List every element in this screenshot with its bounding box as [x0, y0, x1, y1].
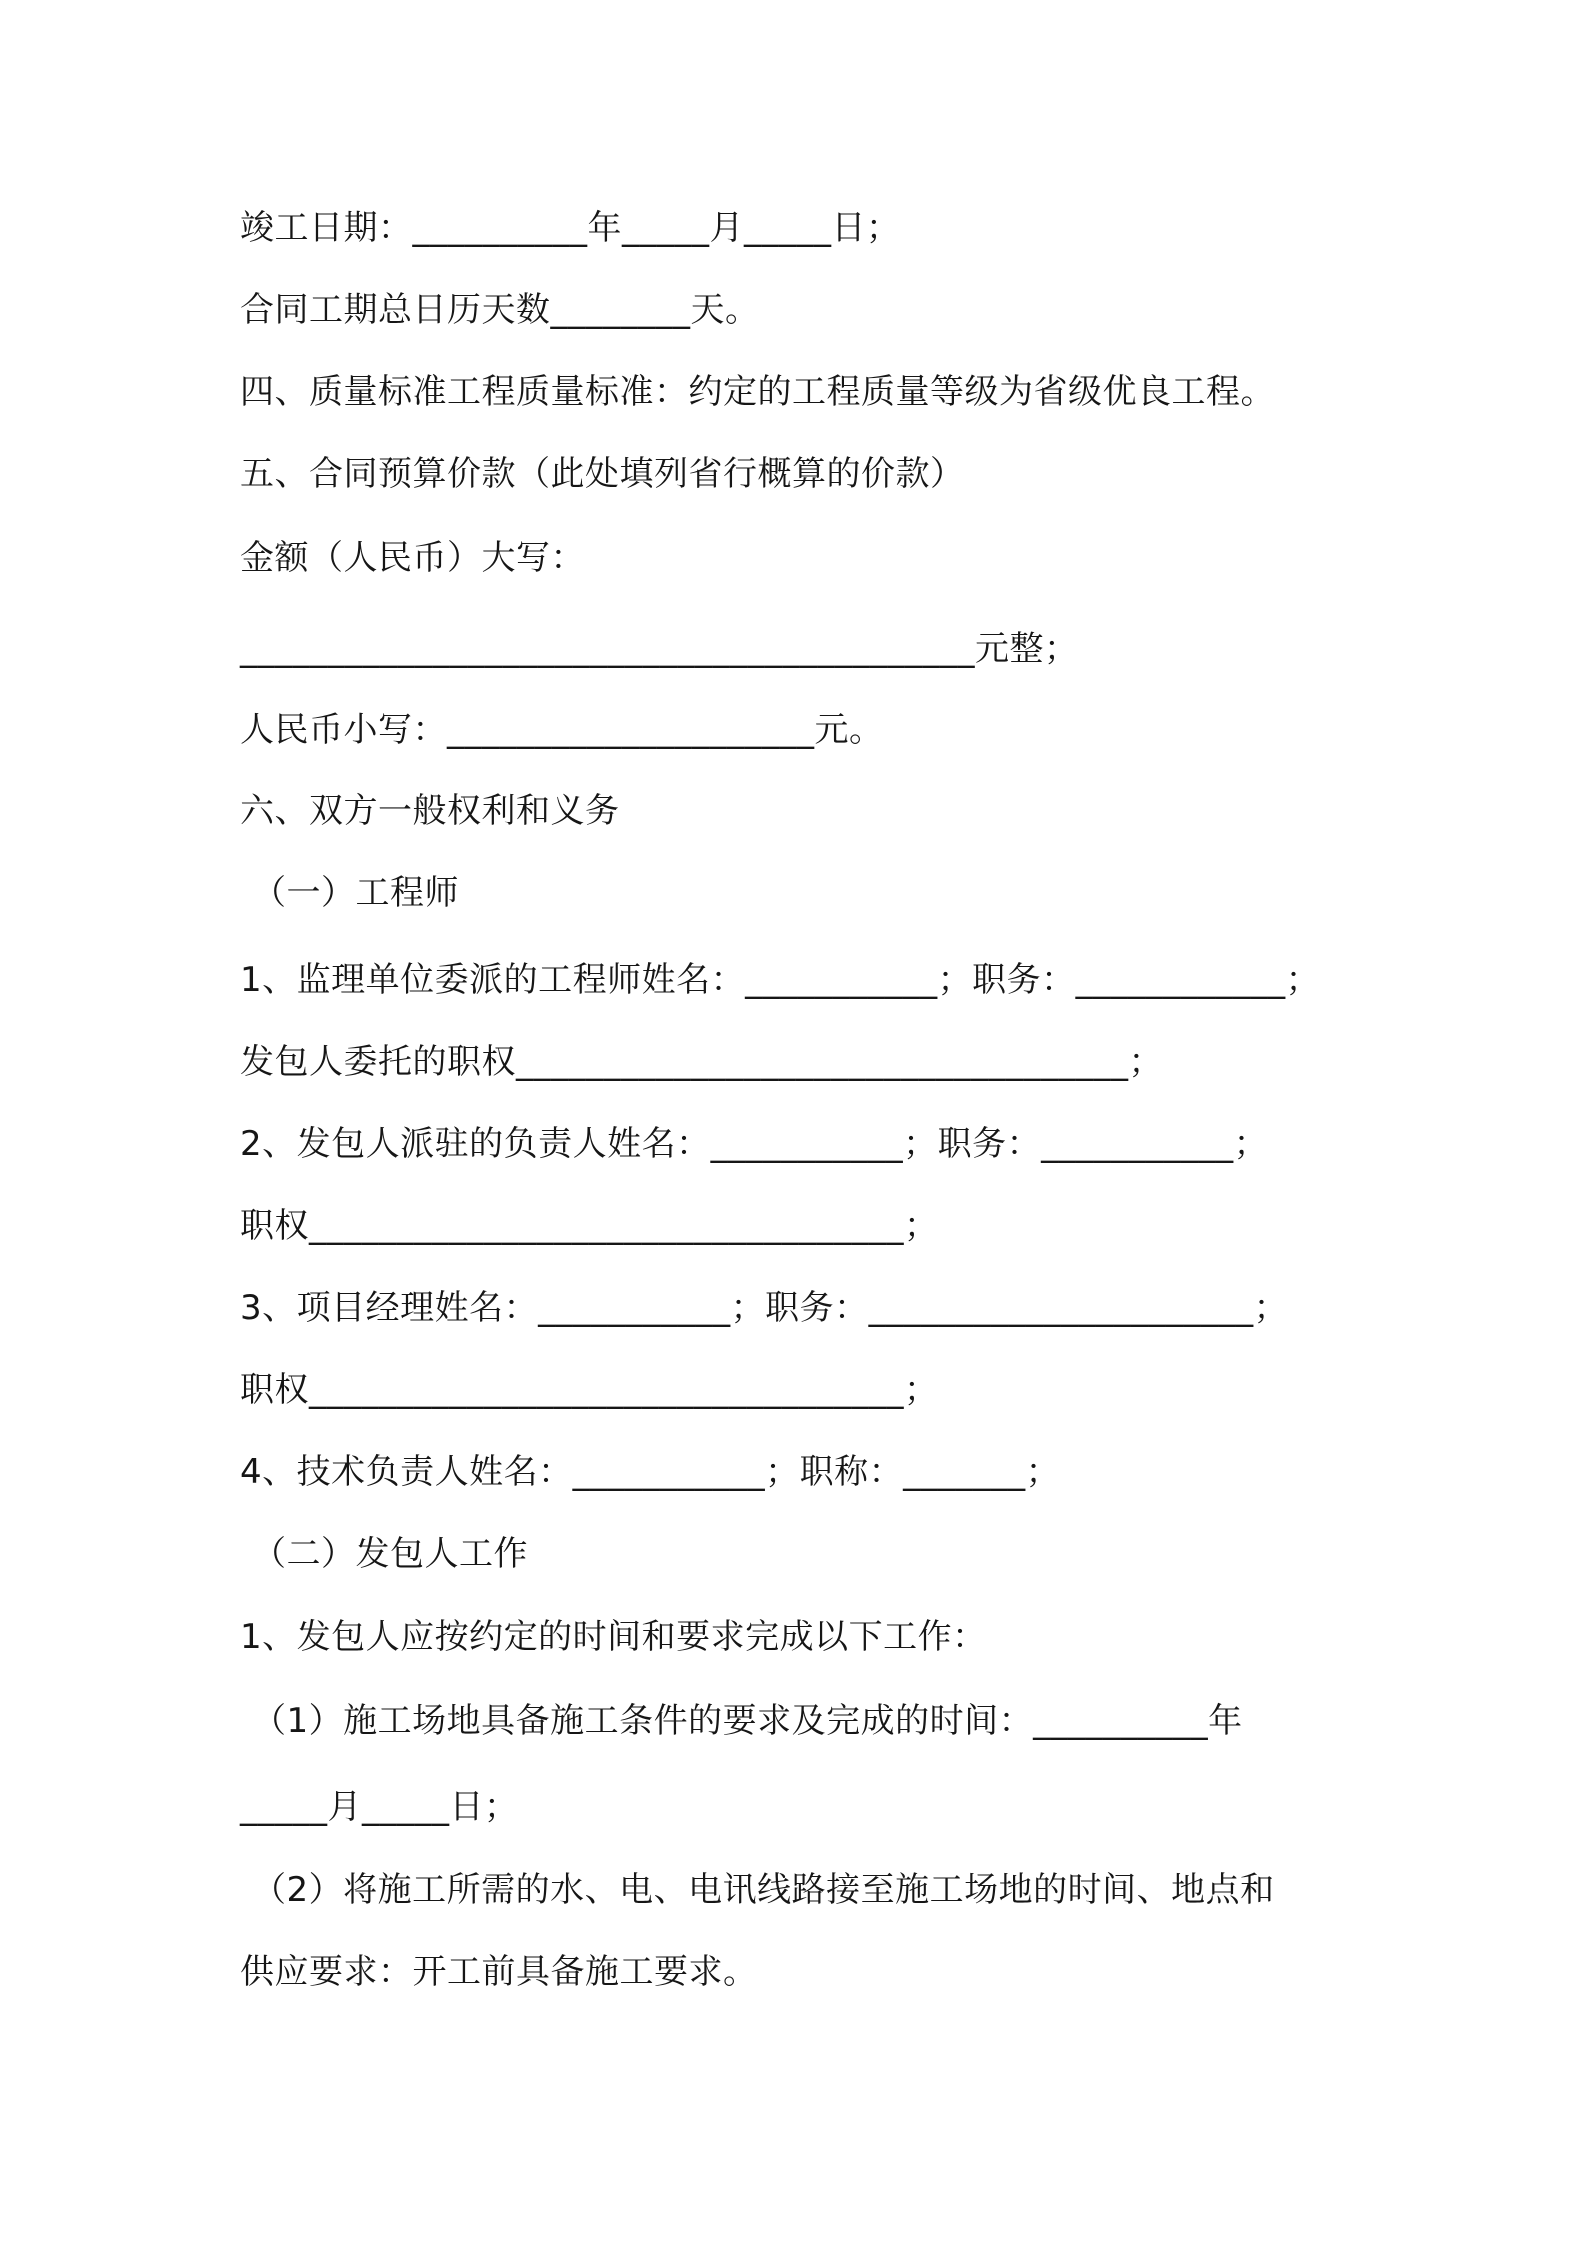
section-4-quality-standard: 四、质量标准工程质量标准：约定的工程质量等级为省级优良工程。 [240, 372, 1275, 412]
employer-work-item-2-cont: 供应要求：开工前具备施工要求。 [240, 1952, 758, 1992]
subsection-employer-work: （二）发包人工作 [252, 1534, 528, 1574]
item-2-employer-representative: 2、发包人派驻的负责人姓名：___________；职务：___________； [240, 1124, 1269, 1164]
amount-in-figures-line: 人民币小写：_____________________元。 [240, 710, 884, 750]
item-1-supervising-engineer: 1、监理单位委派的工程师姓名：___________；职务：____________； [240, 960, 1321, 1000]
completion-date-line: 竣工日期：__________年_____月_____日； [240, 208, 901, 248]
item-1-authority-line: 发包人委托的职权___________________________________； [240, 1042, 1163, 1082]
employer-work-item-2: （2）将施工所需的水、电、电讯线路接至施工场地的时间、地点和 [252, 1870, 1275, 1910]
section-6-rights-obligations: 六、双方一般权利和义务 [240, 791, 620, 831]
employer-work-item-1-date: _____月_____日； [240, 1787, 519, 1827]
employer-work-item-1: （1）施工场地具备施工条件的要求及完成的时间：__________年 [252, 1701, 1243, 1741]
item-4-technical-lead: 4、技术负责人姓名：___________；职称：_______； [240, 1452, 1061, 1492]
contract-duration-line: 合同工期总日历天数________天。 [240, 290, 760, 330]
subsection-engineer: （一）工程师 [252, 873, 459, 913]
amount-in-words-blank: __________________________________________元整； [240, 629, 1079, 669]
item-3-authority-line: 职权__________________________________； [240, 1370, 939, 1410]
amount-in-words-label: 金额（人民币）大写： [240, 538, 585, 578]
employer-work-intro: 1、发包人应按约定的时间和要求完成以下工作： [240, 1617, 987, 1657]
item-2-authority-line: 职权__________________________________； [240, 1206, 939, 1246]
item-3-project-manager: 3、项目经理姓名：___________；职务：______________________； [240, 1288, 1289, 1328]
section-5-contract-price: 五、合同预算价款（此处填列省行概算的价款） [240, 454, 965, 494]
